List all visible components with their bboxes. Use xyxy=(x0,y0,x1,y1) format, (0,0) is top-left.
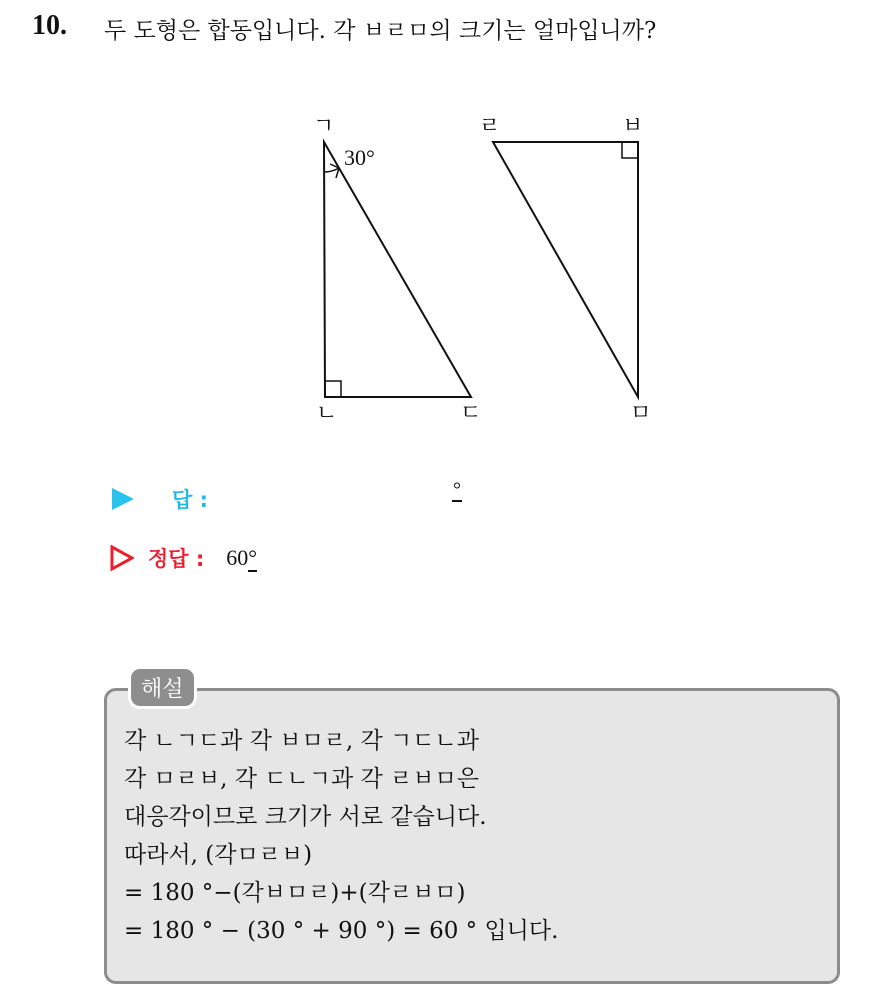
solution-line: 각 ㅁㄹㅂ, 각 ㄷㄴㄱ과 각 ㄹㅂㅁ은 xyxy=(124,766,479,792)
solution-text xyxy=(124,722,558,950)
vertex-label-d: ㄷ xyxy=(460,401,482,426)
answer-label: 답 : xyxy=(172,488,208,512)
triangle-rbm xyxy=(493,142,638,397)
question-number: 10. xyxy=(32,10,67,41)
correct-value: 60° xyxy=(226,545,258,570)
solution-tag: 해설 xyxy=(128,666,197,709)
play-triangle-icon xyxy=(112,488,134,510)
correct-answer-row xyxy=(110,543,257,573)
answer-blank[interactable]: ° xyxy=(453,479,461,501)
angle-label-30: 30° xyxy=(344,145,375,170)
correct-unit: ° xyxy=(248,545,258,570)
vertex-label-g: ㄱ xyxy=(313,114,335,139)
solution-line: = 180 °−(각ㅂㅁㄹ)+(각ㄹㅂㅁ) xyxy=(124,880,466,906)
answer-row xyxy=(112,484,208,514)
correct-label: 정답 : xyxy=(148,547,205,571)
outline-triangle-icon xyxy=(110,545,134,571)
triangle-gnd xyxy=(324,142,471,397)
vertex-label-b: ㅂ xyxy=(622,114,644,139)
solution-line: = 180 ° − (30 ° + 90 °) = 60 ° 입니다. xyxy=(124,918,559,944)
right-angle-mark-b xyxy=(622,142,638,158)
solution-line: 각 ㄴㄱㄷ과 각 ㅂㅁㄹ, 각 ㄱㄷㄴ과 xyxy=(124,728,479,754)
solution-line: 따라서, (각ㅁㄹㅂ) xyxy=(124,842,313,868)
vertex-label-n: ㄴ xyxy=(316,401,338,426)
solution-line: 대응각이므로 크기가 서로 같습니다. xyxy=(124,804,487,830)
vertex-label-r: ㄹ xyxy=(479,114,501,139)
vertex-label-m: ㅁ xyxy=(630,401,652,426)
angle-arc-g xyxy=(324,168,339,172)
question-text: 두 도형은 합동입니다. 각 ㅂㄹㅁ의 크기는 얼마입니까? xyxy=(104,18,657,44)
right-angle-mark-n xyxy=(325,381,341,397)
